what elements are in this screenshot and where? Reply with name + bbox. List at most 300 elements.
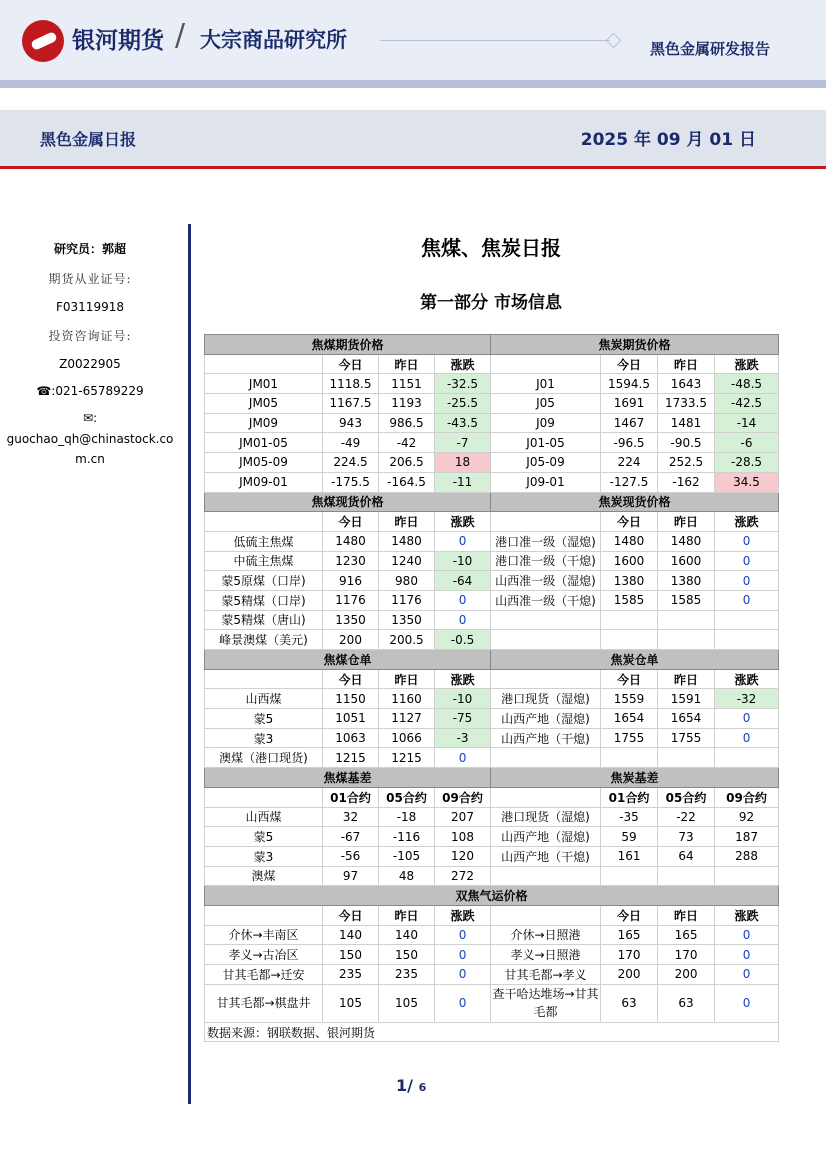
table-cell: 943 (323, 413, 379, 433)
source-row (205, 1022, 779, 1042)
license-label: 期货从业证号: (48, 272, 132, 286)
table-cell: JM05 (205, 394, 323, 414)
table-cell: -127.5 (601, 472, 658, 492)
table-cell: -42 (379, 433, 435, 453)
table-cell: 1755 (658, 728, 715, 748)
institute-name: 大宗商品研究所 (200, 28, 347, 52)
table-cell: 288 (715, 846, 779, 866)
table-cell: -3 (435, 728, 491, 748)
table-cell: 980 (379, 571, 435, 591)
empty-cell (491, 512, 601, 532)
table-cell: 焦煤基差 (205, 768, 491, 788)
table-cell (491, 610, 601, 630)
table-cell: 焦煤现货价格 (205, 492, 491, 512)
table-cell: 今日 (601, 354, 658, 374)
table-cell: 1733.5 (658, 394, 715, 414)
table-cell: 05合约 (379, 787, 435, 807)
phone-number: ☎:021-65789229 (36, 384, 144, 398)
table-cell: J01-05 (491, 433, 601, 453)
daily-title: 黑色金属日报 (40, 130, 137, 149)
table-cell: 昨日 (379, 905, 435, 925)
table-cell: 0 (435, 984, 491, 1022)
table-cell: -164.5 (379, 472, 435, 492)
table-cell: -105 (379, 846, 435, 866)
table-row (205, 827, 779, 847)
table-cell: 蒙5 (205, 827, 323, 847)
table-cell (601, 610, 658, 630)
table-cell: 蒙5精煤（唐山) (205, 610, 323, 630)
table-cell: 涨跌 (435, 354, 491, 374)
table-cell: 涨跌 (715, 905, 779, 925)
table-cell: 焦炭基差 (491, 768, 779, 788)
table-cell: 今日 (601, 669, 658, 689)
column-header-row (205, 512, 779, 532)
table-cell (491, 748, 601, 768)
table-cell: 73 (658, 827, 715, 847)
empty-cell (205, 905, 323, 925)
advisory-label: 投资咨询证号: (48, 329, 132, 343)
report-date: 2025 年 09 月 01 日 (580, 130, 756, 150)
email-address[interactable]: guochao_qh@chinastock.com.cn (6, 432, 174, 466)
table-cell: 低硫主焦煤 (205, 531, 323, 551)
section-header-row (205, 886, 779, 906)
table-cell: -116 (379, 827, 435, 847)
column-header-row (205, 905, 779, 925)
table-cell: 1467 (601, 413, 658, 433)
table-cell: JM09-01 (205, 472, 323, 492)
table-cell: 1350 (379, 610, 435, 630)
table-cell: 1480 (323, 531, 379, 551)
table-cell: 蒙5精煤（口岸) (205, 590, 323, 610)
table-cell: 0 (715, 590, 779, 610)
table-cell: -56 (323, 846, 379, 866)
table-cell: 1600 (658, 551, 715, 571)
table-row (205, 551, 779, 571)
table-cell: 涨跌 (715, 669, 779, 689)
table-cell: 0 (715, 709, 779, 729)
table-cell: 焦炭现货价格 (491, 492, 779, 512)
table-cell: 山西煤 (205, 807, 323, 827)
table-cell: 1654 (658, 709, 715, 729)
column-header-row (205, 669, 779, 689)
table-cell: 09合约 (435, 787, 491, 807)
table-cell: -18 (379, 807, 435, 827)
section-heading: 第一部分 市场信息 (420, 293, 562, 313)
table-cell: 甘其毛都→棋盘井 (205, 984, 323, 1022)
table-cell: 1594.5 (601, 374, 658, 394)
table-cell: -14 (715, 413, 779, 433)
table-cell (715, 610, 779, 630)
analyst-sidebar (0, 240, 180, 469)
table-cell (601, 748, 658, 768)
table-cell: 今日 (601, 512, 658, 532)
table-cell: 150 (323, 945, 379, 965)
table-cell: 200 (323, 630, 379, 650)
table-cell: 1755 (601, 728, 658, 748)
table-row (205, 728, 779, 748)
table-cell: 1150 (323, 689, 379, 709)
table-cell: 1481 (658, 413, 715, 433)
table-cell: 1380 (658, 571, 715, 591)
market-info-table (204, 334, 779, 1042)
license-number: F03119918 (56, 300, 124, 314)
table-cell (658, 866, 715, 886)
table-cell: 山西产地（干熄) (491, 728, 601, 748)
table-cell: J05-09 (491, 453, 601, 473)
table-cell: 01合约 (601, 787, 658, 807)
table-cell (491, 866, 601, 886)
table-cell: 1215 (323, 748, 379, 768)
report-type: 黑色金属研发报告 (649, 40, 770, 58)
table-cell: 92 (715, 807, 779, 827)
table-cell: 1350 (323, 610, 379, 630)
table-cell: 0 (715, 551, 779, 571)
table-cell: 235 (323, 965, 379, 985)
table-cell (715, 748, 779, 768)
table-cell: -162 (658, 472, 715, 492)
table-cell: 0 (435, 945, 491, 965)
table-cell: J09-01 (491, 472, 601, 492)
page-number: 1/ 6 (396, 1076, 427, 1095)
table-cell (491, 630, 601, 650)
table-cell: 0 (435, 925, 491, 945)
diamond-ornament-icon (606, 33, 622, 49)
column-header-row (205, 787, 779, 807)
table-cell: -49 (323, 433, 379, 453)
table-cell: 今日 (323, 354, 379, 374)
table-cell: 1127 (379, 709, 435, 729)
table-cell: 山西产地（湿熄) (491, 827, 601, 847)
table-cell: -175.5 (323, 472, 379, 492)
galaxy-logo-icon (22, 20, 64, 62)
table-cell: 0 (715, 728, 779, 748)
table-cell: 山西煤 (205, 689, 323, 709)
table-cell: 1160 (379, 689, 435, 709)
table-cell: 介休→日照港 (491, 925, 601, 945)
title-band-rule (0, 166, 826, 169)
table-cell: 0 (715, 945, 779, 965)
table-cell: -22 (658, 807, 715, 827)
table-cell: 63 (658, 984, 715, 1022)
table-cell: 0 (715, 531, 779, 551)
table-cell: -28.5 (715, 453, 779, 473)
empty-cell (491, 354, 601, 374)
table-cell: 1585 (601, 590, 658, 610)
table-cell: -35 (601, 807, 658, 827)
table-row (205, 748, 779, 768)
table-cell: JM09 (205, 413, 323, 433)
table-cell: 今日 (323, 669, 379, 689)
table-cell: 今日 (601, 905, 658, 925)
table-cell (601, 866, 658, 886)
empty-cell (205, 669, 323, 689)
table-row (205, 374, 779, 394)
table-cell: 1063 (323, 728, 379, 748)
table-cell (658, 748, 715, 768)
table-cell: 昨日 (658, 354, 715, 374)
table-cell: 18 (435, 453, 491, 473)
table-cell (715, 630, 779, 650)
table-cell: 1600 (601, 551, 658, 571)
table-cell: 焦煤期货价格 (205, 335, 491, 355)
table-cell: 澳煤（港口现货) (205, 748, 323, 768)
table-cell: 昨日 (379, 669, 435, 689)
advisory-number: Z0022905 (59, 357, 121, 371)
table-cell: 986.5 (379, 413, 435, 433)
current-page: 1 (396, 1076, 408, 1095)
table-cell: 1559 (601, 689, 658, 709)
table-cell: -11 (435, 472, 491, 492)
table-cell: 235 (379, 965, 435, 985)
table-cell: 1591 (658, 689, 715, 709)
table-cell (601, 630, 658, 650)
researcher-name: 研究员：郭超 (53, 242, 126, 256)
header-slash: / (175, 18, 186, 53)
table-cell: 252.5 (658, 453, 715, 473)
table-cell: 0 (435, 965, 491, 985)
table-cell: 1176 (379, 590, 435, 610)
table-cell (715, 866, 779, 886)
table-cell: 0 (435, 590, 491, 610)
table-cell: 甘其毛都→孝义 (491, 965, 601, 985)
table-cell: 焦炭期货价格 (491, 335, 779, 355)
table-cell: -10 (435, 551, 491, 571)
table-cell: 1176 (323, 590, 379, 610)
table-cell: 0 (435, 610, 491, 630)
table-cell: 1151 (379, 374, 435, 394)
empty-cell (491, 787, 601, 807)
table-cell: 0 (715, 925, 779, 945)
empty-cell (205, 787, 323, 807)
table-cell: 昨日 (658, 905, 715, 925)
table-cell: 昨日 (658, 512, 715, 532)
table-cell: 山西准一级（干熄) (491, 590, 601, 610)
table-cell: 0 (715, 965, 779, 985)
table-cell: 昨日 (658, 669, 715, 689)
table-row (205, 846, 779, 866)
table-cell: 双焦气运价格 (205, 886, 779, 906)
table-cell: 焦煤仓单 (205, 650, 491, 670)
empty-cell (205, 512, 323, 532)
table-cell: 孝义→古冶区 (205, 945, 323, 965)
table-cell: 200 (658, 965, 715, 985)
page-header (0, 0, 826, 88)
table-row (205, 984, 779, 1022)
table-row (205, 413, 779, 433)
table-cell: -90.5 (658, 433, 715, 453)
table-cell: J05 (491, 394, 601, 414)
table-cell: 蒙5原煤（口岸) (205, 571, 323, 591)
table-cell: 1215 (379, 748, 435, 768)
brand-name: 银河期货 (72, 28, 164, 54)
table-cell: 224.5 (323, 453, 379, 473)
table-cell: 05合约 (658, 787, 715, 807)
table-cell: J01 (491, 374, 601, 394)
empty-cell (491, 905, 601, 925)
section-header-row (205, 335, 779, 355)
table-cell: 170 (601, 945, 658, 965)
table-row (205, 610, 779, 630)
total-pages: 6 (418, 1081, 427, 1094)
table-cell: 港口现货（湿熄) (491, 689, 601, 709)
table-cell: JM01 (205, 374, 323, 394)
table-cell: 甘其毛都→迁安 (205, 965, 323, 985)
table-cell: 蒙3 (205, 846, 323, 866)
table-cell: 140 (323, 925, 379, 945)
table-cell: -48.5 (715, 374, 779, 394)
table-cell: -42.5 (715, 394, 779, 414)
table-row (205, 472, 779, 492)
table-cell: J09 (491, 413, 601, 433)
table-cell: JM01-05 (205, 433, 323, 453)
table-cell: -43.5 (435, 413, 491, 433)
table-cell: 1118.5 (323, 374, 379, 394)
table-cell: 涨跌 (435, 905, 491, 925)
header-stripe (0, 80, 826, 88)
table-cell: 港口准一级（干熄) (491, 551, 601, 571)
table-cell: 1380 (601, 571, 658, 591)
table-cell: 峰景澳煤（美元) (205, 630, 323, 650)
table-cell: 1167.5 (323, 394, 379, 414)
table-row (205, 453, 779, 473)
section-header-row (205, 768, 779, 788)
table-cell: -64 (435, 571, 491, 591)
table-cell: 187 (715, 827, 779, 847)
table-cell: 207 (435, 807, 491, 827)
empty-cell (205, 354, 323, 374)
table-cell: 108 (435, 827, 491, 847)
table-row (205, 571, 779, 591)
table-cell: 今日 (323, 905, 379, 925)
table-cell: 山西准一级（湿熄) (491, 571, 601, 591)
table-cell: 孝义→日照港 (491, 945, 601, 965)
table-row (205, 394, 779, 414)
table-cell: 0 (715, 984, 779, 1022)
table-cell: 涨跌 (435, 669, 491, 689)
table-cell: -0.5 (435, 630, 491, 650)
table-cell: 昨日 (379, 512, 435, 532)
table-cell: 105 (323, 984, 379, 1022)
table-cell: 200.5 (379, 630, 435, 650)
table-row (205, 590, 779, 610)
table-cell: 97 (323, 866, 379, 886)
table-cell: 1691 (601, 394, 658, 414)
table-cell: 272 (435, 866, 491, 886)
table-cell: 港口准一级（湿熄) (491, 531, 601, 551)
table-cell: 59 (601, 827, 658, 847)
table-cell: 32 (323, 807, 379, 827)
table-cell: 1480 (379, 531, 435, 551)
table-cell: 昨日 (379, 354, 435, 374)
table-cell: 今日 (323, 512, 379, 532)
table-row (205, 866, 779, 886)
table-cell: 0 (715, 571, 779, 591)
table-cell: 介休→丰南区 (205, 925, 323, 945)
table-cell (658, 630, 715, 650)
table-cell: JM05-09 (205, 453, 323, 473)
sidebar-divider (188, 224, 191, 1104)
section-header-row (205, 650, 779, 670)
table-cell: -10 (435, 689, 491, 709)
table-cell: 1480 (658, 531, 715, 551)
email-label: ✉: (82, 411, 98, 425)
table-cell: 105 (379, 984, 435, 1022)
table-cell: 200 (601, 965, 658, 985)
table-row (205, 433, 779, 453)
table-row (205, 709, 779, 729)
table-cell: 224 (601, 453, 658, 473)
table-cell: 09合约 (715, 787, 779, 807)
table-cell: 焦炭仓单 (491, 650, 779, 670)
table-cell: 150 (379, 945, 435, 965)
table-cell: 1480 (601, 531, 658, 551)
table-cell: -75 (435, 709, 491, 729)
table-cell: 34.5 (715, 472, 779, 492)
table-cell: 170 (658, 945, 715, 965)
section-header-row (205, 492, 779, 512)
table-cell: 64 (658, 846, 715, 866)
table-cell: 1051 (323, 709, 379, 729)
table-cell: 涨跌 (715, 512, 779, 532)
document-title: 焦煤、焦炭日报 (421, 236, 561, 260)
table-cell: 涨跌 (715, 354, 779, 374)
table-cell: 916 (323, 571, 379, 591)
table-cell: 山西产地（干熄) (491, 846, 601, 866)
table-cell: 206.5 (379, 453, 435, 473)
table-cell: 蒙5 (205, 709, 323, 729)
table-cell: 48 (379, 866, 435, 886)
table-cell: 0 (435, 748, 491, 768)
table-cell: 澳煤 (205, 866, 323, 886)
table-cell: 港口现货（湿熄) (491, 807, 601, 827)
table-row (205, 630, 779, 650)
table-cell: 查干哈达堆场→甘其毛都 (491, 984, 601, 1022)
table-cell: 1585 (658, 590, 715, 610)
table-cell: -32.5 (435, 374, 491, 394)
table-cell: 165 (658, 925, 715, 945)
table-cell: 1230 (323, 551, 379, 571)
table-cell: -7 (435, 433, 491, 453)
table-cell: 63 (601, 984, 658, 1022)
table-cell: 01合约 (323, 787, 379, 807)
table-cell: 165 (601, 925, 658, 945)
table-cell: 120 (435, 846, 491, 866)
table-row (205, 945, 779, 965)
table-cell: 数据来源：钢联数据、银河期货 (205, 1022, 779, 1042)
table-cell: 1654 (601, 709, 658, 729)
empty-cell (491, 669, 601, 689)
header-divider-line (380, 40, 610, 41)
table-cell: 中硫主焦煤 (205, 551, 323, 571)
table-cell: -67 (323, 827, 379, 847)
table-cell: 山西产地（湿熄) (491, 709, 601, 729)
table-row (205, 531, 779, 551)
table-row (205, 689, 779, 709)
table-cell: 涨跌 (435, 512, 491, 532)
table-cell: 1066 (379, 728, 435, 748)
table-cell: 蒙3 (205, 728, 323, 748)
table-cell: -25.5 (435, 394, 491, 414)
table-cell: 1643 (658, 374, 715, 394)
table-cell: -32 (715, 689, 779, 709)
table-cell: -96.5 (601, 433, 658, 453)
table-row (205, 965, 779, 985)
table-cell: 1240 (379, 551, 435, 571)
table-row (205, 807, 779, 827)
table-cell: 0 (435, 531, 491, 551)
table-cell: 140 (379, 925, 435, 945)
table-cell: -6 (715, 433, 779, 453)
